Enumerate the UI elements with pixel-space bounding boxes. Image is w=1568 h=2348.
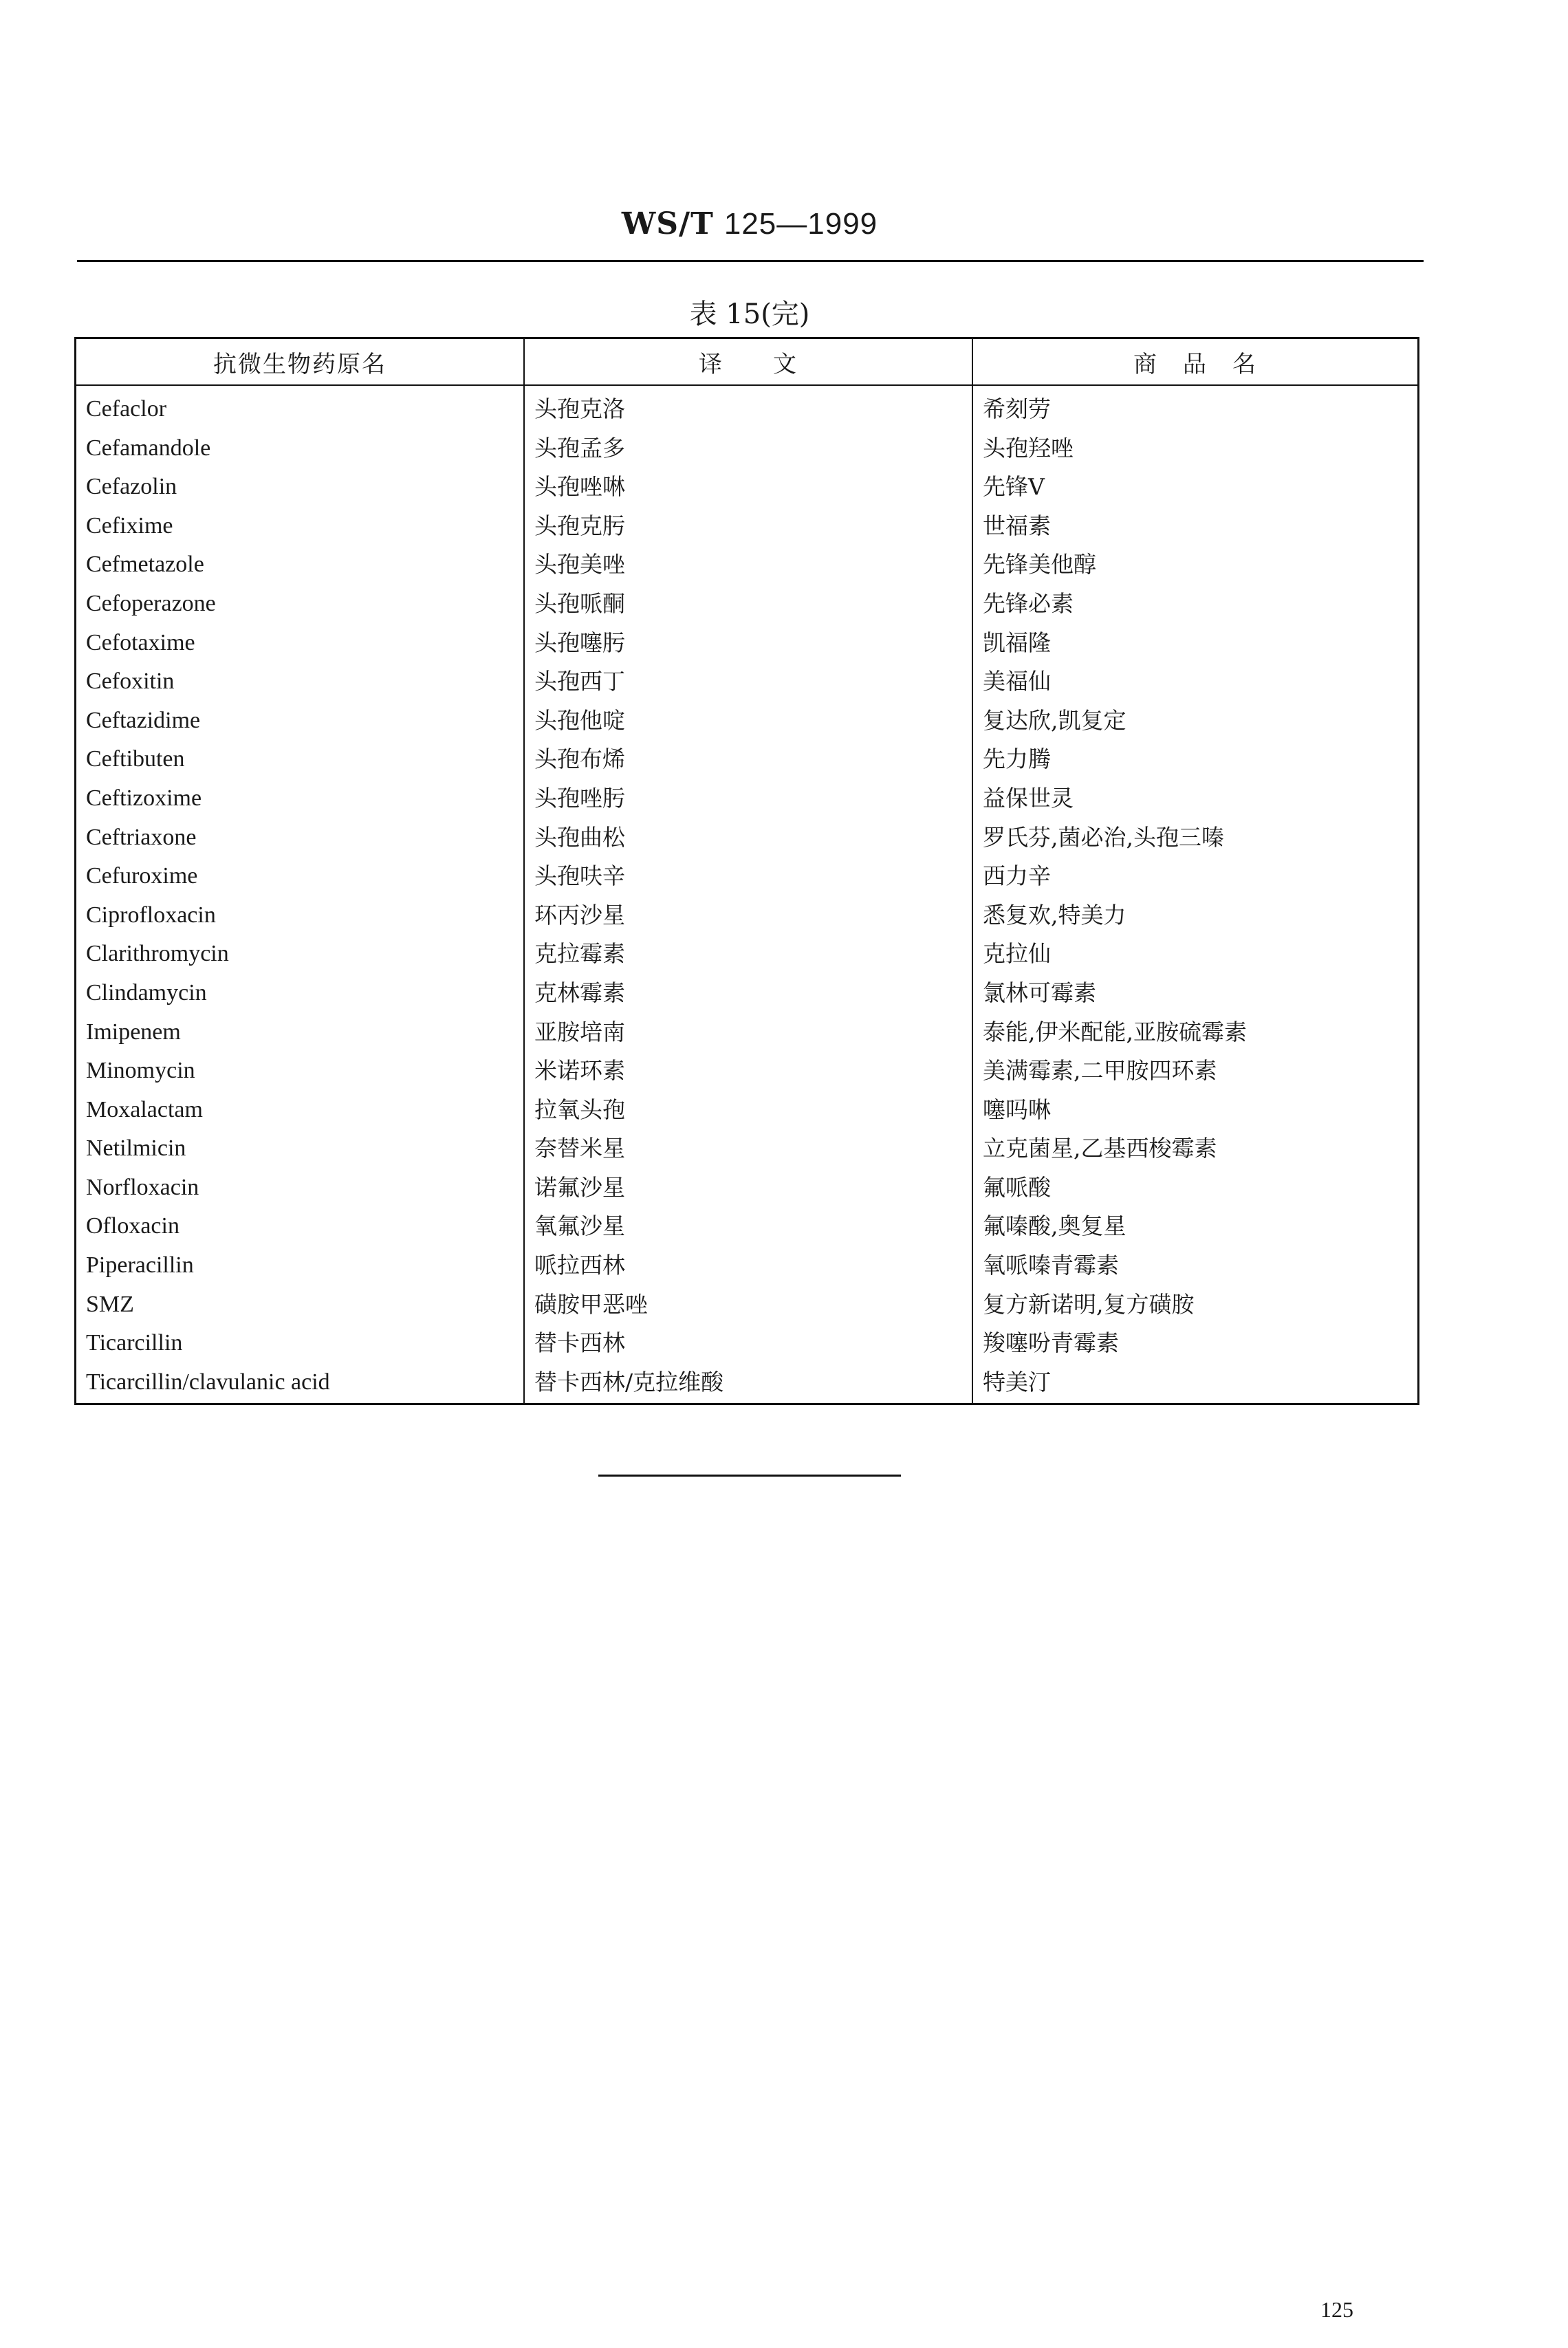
cell-original-name: Minomycin bbox=[86, 1058, 195, 1084]
cell-trade-name: 泰能,伊米配能,亚胺硫霉素 bbox=[983, 1018, 1247, 1045]
cell-translation: 磺胺甲恶唑 bbox=[534, 1290, 648, 1318]
cell-trade-name: 美福仙 bbox=[983, 668, 1051, 695]
cell-translation: 头孢曲松 bbox=[534, 823, 625, 851]
document-header bbox=[0, 206, 1499, 241]
cell-original-name: Ceftizoxime bbox=[86, 785, 202, 811]
cell-trade-name: 复方新诺明,复方磺胺 bbox=[983, 1290, 1195, 1318]
column-translation bbox=[525, 386, 973, 1403]
column-original-name bbox=[76, 386, 525, 1403]
cell-original-name: Ofloxacin bbox=[86, 1213, 179, 1239]
cell-trade-name: 头孢羟唑 bbox=[983, 434, 1074, 461]
table-header-row bbox=[76, 339, 1417, 386]
cell-trade-name: 先锋美他醇 bbox=[983, 551, 1096, 578]
cell-original-name: Cefamandole bbox=[86, 435, 211, 461]
cell-translation: 米诺环素 bbox=[534, 1057, 625, 1085]
cell-original-name: Piperacillin bbox=[86, 1252, 194, 1279]
cell-translation: 克林霉素 bbox=[534, 979, 625, 1006]
cell-translation: 哌拉西林 bbox=[534, 1252, 625, 1279]
cell-original-name: Ciprofloxacin bbox=[86, 902, 216, 928]
cell-translation: 头孢布烯 bbox=[534, 746, 625, 773]
cell-original-name: Ticarcillin/clavulanic acid bbox=[86, 1369, 330, 1395]
cell-translation: 头孢唑肟 bbox=[534, 784, 625, 812]
cell-original-name: SMZ bbox=[86, 1291, 134, 1317]
header-divider bbox=[77, 260, 1424, 262]
standard-number: 125—1999 bbox=[723, 207, 878, 241]
cell-trade-name: 噻吗啉 bbox=[983, 1096, 1051, 1123]
cell-translation: 头孢克洛 bbox=[534, 395, 625, 422]
column-header-original-name: 抗微生物药原名 bbox=[76, 339, 525, 384]
standard-code: WS/T bbox=[621, 206, 714, 241]
column-header-trade-name: 商 品 名 bbox=[1133, 350, 1257, 378]
cell-trade-name: 氟哌酸 bbox=[983, 1173, 1051, 1201]
cell-trade-name: 羧噻吩青霉素 bbox=[983, 1329, 1119, 1357]
cell-translation: 诺氟沙星 bbox=[534, 1173, 625, 1201]
cell-translation: 头孢哌酮 bbox=[534, 589, 625, 617]
cell-original-name: Moxalactam bbox=[86, 1096, 203, 1122]
cell-trade-name: 先锋必素 bbox=[983, 589, 1074, 617]
cell-translation: 头孢唑啉 bbox=[534, 473, 625, 501]
cell-trade-name: 复达欣,凯复定 bbox=[983, 706, 1126, 734]
cell-translation: 替卡西林 bbox=[534, 1329, 625, 1357]
drug-name-table bbox=[74, 337, 1419, 1405]
cell-original-name: Cefoxitin bbox=[86, 668, 175, 695]
cell-original-name: Cefixime bbox=[86, 512, 173, 539]
cell-original-name: Ticarcillin bbox=[86, 1330, 183, 1356]
cell-original-name: Cefmetazole bbox=[86, 552, 204, 578]
cell-trade-name: 立克菌星,乙基西梭霉素 bbox=[983, 1135, 1217, 1162]
cell-translation: 头孢他啶 bbox=[534, 706, 625, 734]
cell-translation: 奈替米星 bbox=[534, 1135, 625, 1162]
cell-translation: 头孢西丁 bbox=[534, 668, 625, 695]
cell-translation: 替卡西林/克拉维酸 bbox=[534, 1368, 724, 1395]
cell-translation: 克拉霉素 bbox=[534, 940, 625, 968]
column-header-translation: 译 文 bbox=[525, 339, 973, 384]
column-trade-name bbox=[973, 386, 1417, 1403]
cell-original-name: Cefuroxime bbox=[86, 863, 198, 889]
table-caption: 表 15(完) bbox=[689, 298, 810, 330]
cell-original-name: Cefazolin bbox=[86, 474, 177, 500]
cell-translation: 头孢呋辛 bbox=[534, 862, 625, 890]
cell-original-name: Cefoperazone bbox=[86, 590, 216, 616]
cell-original-name: Imipenem bbox=[86, 1019, 181, 1045]
cell-trade-name: 氯林可霉素 bbox=[983, 979, 1096, 1006]
cell-translation: 头孢孟多 bbox=[534, 434, 625, 461]
cell-translation: 环丙沙星 bbox=[534, 901, 625, 928]
cell-trade-name: 克拉仙 bbox=[983, 940, 1051, 968]
cell-translation: 头孢噻肟 bbox=[534, 629, 625, 656]
cell-trade-name: 特美汀 bbox=[983, 1368, 1051, 1395]
cell-original-name: Cefotaxime bbox=[86, 629, 195, 655]
cell-trade-name: 氧哌嗪青霉素 bbox=[983, 1252, 1119, 1279]
cell-trade-name: 世福素 bbox=[983, 512, 1051, 539]
cell-translation: 亚胺培南 bbox=[534, 1018, 625, 1045]
cell-translation: 拉氧头孢 bbox=[534, 1096, 625, 1123]
end-of-table-rule bbox=[598, 1475, 901, 1477]
cell-original-name: Clindamycin bbox=[86, 979, 207, 1005]
cell-trade-name: 氟嗪酸,奥复星 bbox=[983, 1213, 1126, 1240]
cell-translation: 头孢美唑 bbox=[534, 551, 625, 578]
cell-translation: 氧氟沙星 bbox=[534, 1213, 625, 1240]
cell-trade-name: 先锋Ⅴ bbox=[983, 473, 1045, 501]
cell-original-name: Ceftriaxone bbox=[86, 824, 197, 850]
cell-original-name: Clarithromycin bbox=[86, 941, 229, 967]
cell-trade-name: 悉复欢,特美力 bbox=[983, 901, 1126, 928]
cell-trade-name: 希刻劳 bbox=[983, 395, 1051, 422]
cell-trade-name: 罗氏芬,菌必治,头孢三嗪 bbox=[983, 823, 1224, 851]
cell-original-name: Netilmicin bbox=[86, 1135, 186, 1162]
cell-translation: 头孢克肟 bbox=[534, 512, 625, 539]
cell-original-name: Norfloxacin bbox=[86, 1174, 199, 1200]
cell-trade-name: 凯福隆 bbox=[983, 629, 1051, 656]
cell-original-name: Cefaclor bbox=[86, 396, 167, 422]
page-number: 125 bbox=[1320, 2297, 1353, 2322]
table-body bbox=[76, 386, 1417, 1403]
cell-original-name: Ceftazidime bbox=[86, 707, 201, 733]
cell-original-name: Ceftibuten bbox=[86, 746, 185, 772]
cell-trade-name: 西力辛 bbox=[983, 862, 1051, 890]
cell-trade-name: 先力腾 bbox=[983, 746, 1051, 773]
cell-trade-name: 益保世灵 bbox=[983, 784, 1074, 812]
cell-trade-name: 美满霉素,二甲胺四环素 bbox=[983, 1057, 1217, 1085]
